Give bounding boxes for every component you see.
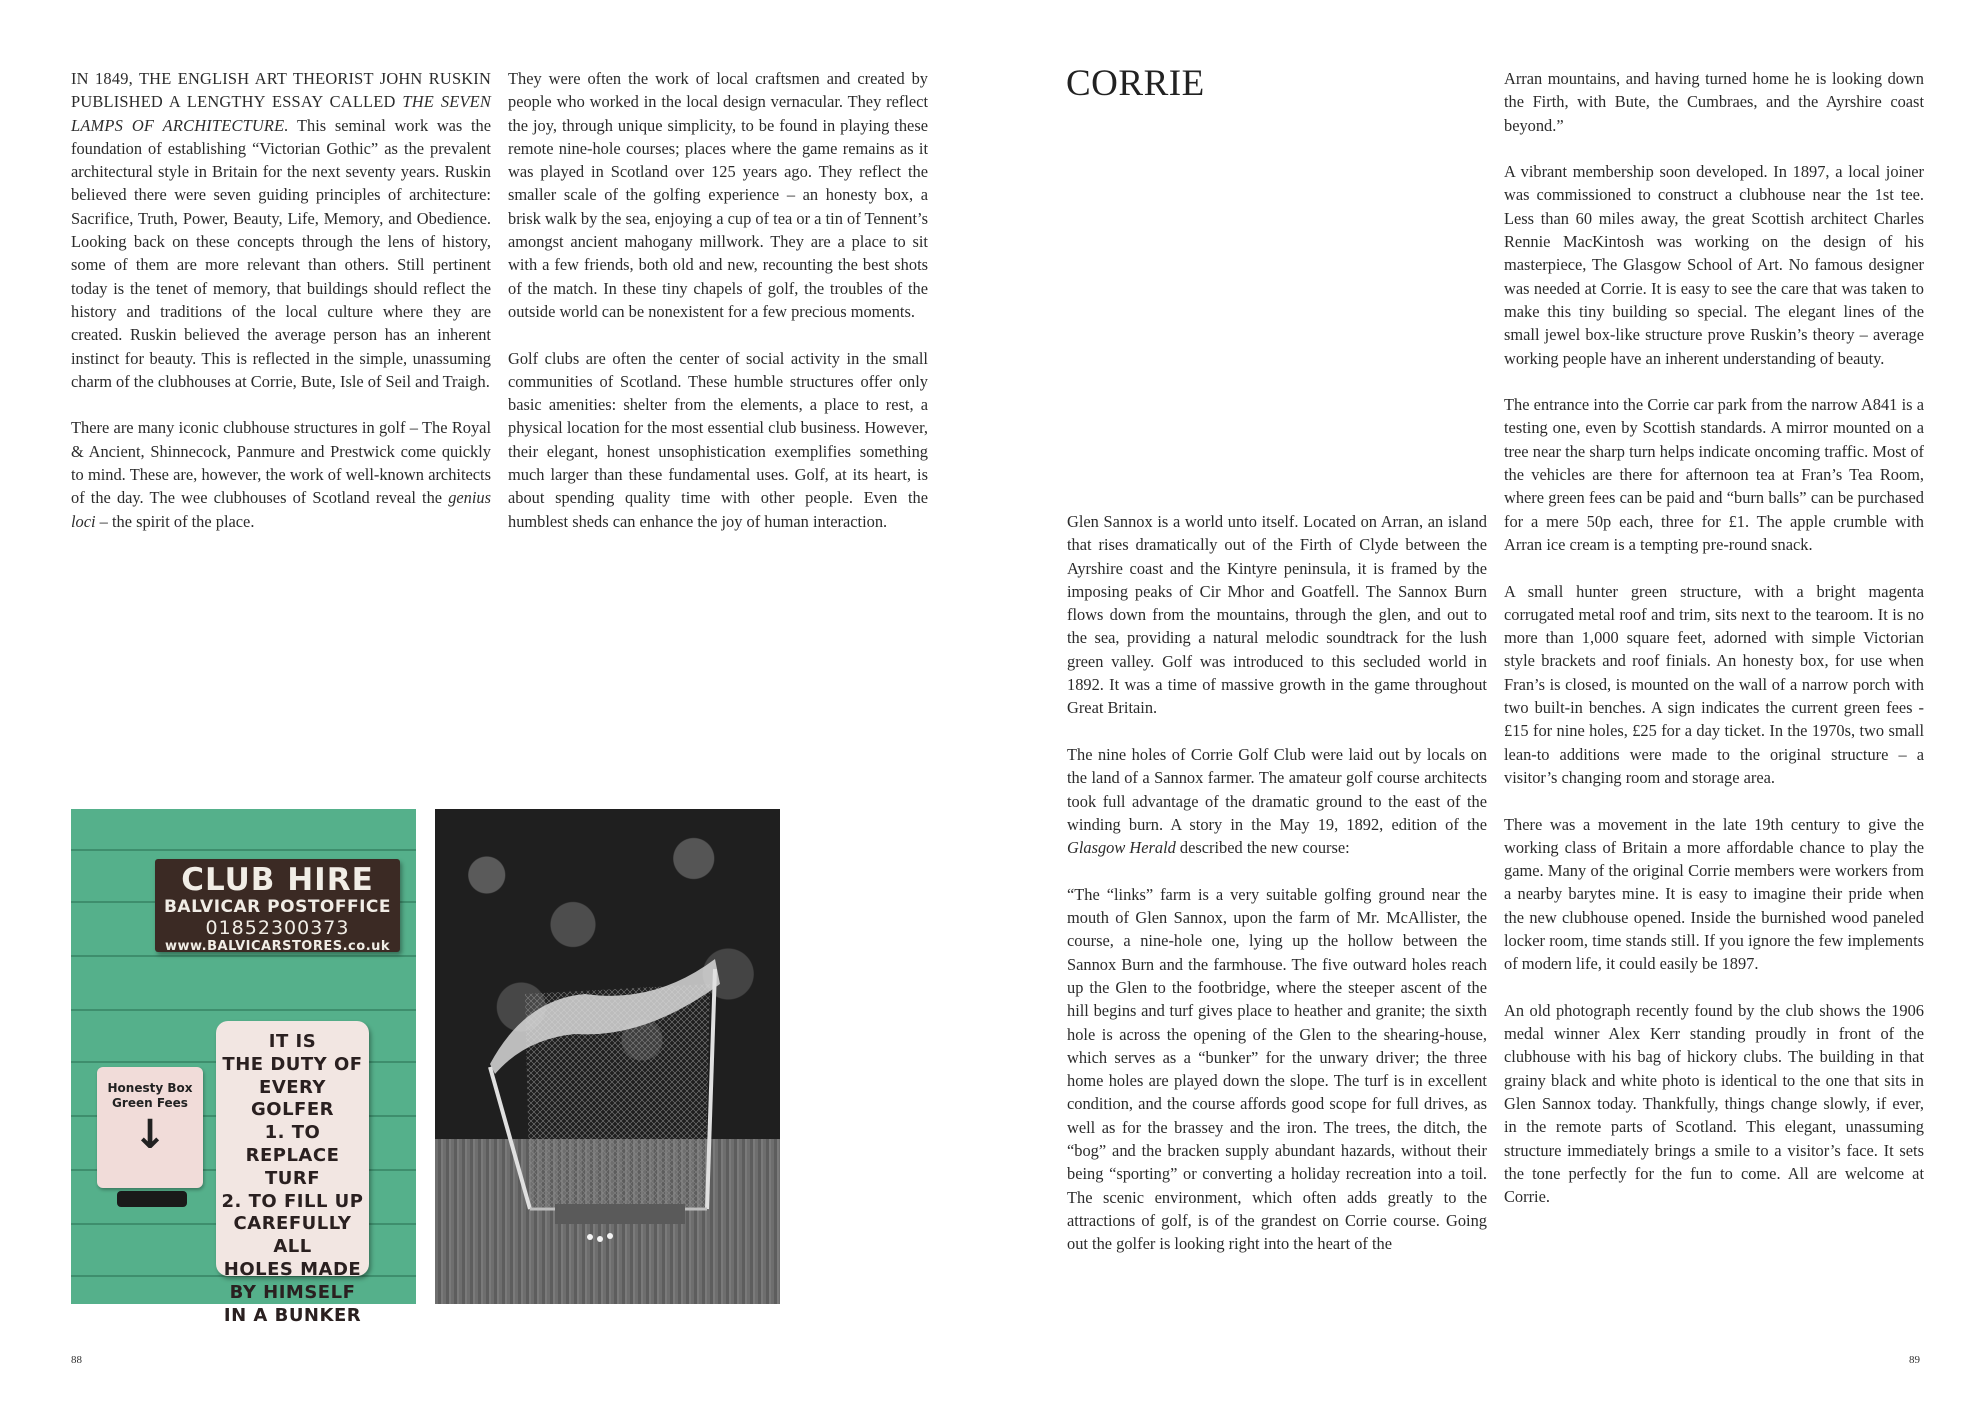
duty-line: BY HIMSELF (229, 1281, 356, 1303)
links-quote-paragraph: “The “links” farm is a very suitable golfing ground near the mouth of Glen Sannox, upon the farm of Mr. McAllister, the course, a nine-hole one, lying up the hollow between the Sannox Burn and the farmhouse. The five outward holes reach up the Glen to the footbridge, where the steeper ascent of the hill begins and turf gives place to heather and granite; the sixth hole is across the opening of the Glen to the shearing-house, which serves as a “bunker” for the unwary driver; the three home holes are played down the slope. The turf is in excellent condition, and the course affords good scope for full drives, as well as for the brassey and the iron. The trees, the ditch, the “bog” and the bracken supply abundant hazards, without their being “sporting” or converting a holiday recreation into a toil. The scenic environment, which often adds greatly to the attractions of golf, is of the grandest on Corrie course. Going out the golfer is looking right into the heart of the (1067, 884, 1487, 1254)
duty-line: CAREFULLY ALL (233, 1213, 352, 1258)
working-class-paragraph: There was a movement in the late 19th century to give the working class of Britain a more affordable chance to play the game. Many of the original Corrie members were workers from a nearby barytes mine. It is easy to imagine their pride when the new clubhouse opened. Inside the burnished wood paneled locker room, time stands still. If you ignore the few implements of modern life, it could easily be 1897. (1504, 814, 1924, 974)
nine-holes-paragraph (1067, 743, 1487, 859)
duty-line: 2. TO FILL UP (221, 1190, 364, 1212)
right-column-1 (1067, 510, 1487, 1256)
duty-line: TURF (264, 1167, 321, 1189)
post-office-line: BALVICAR POSTOFFICE (163, 897, 392, 917)
website-line: www.BALVICARSTORES.co.uk (164, 939, 391, 954)
genius-loci-italic: genius loci (71, 488, 491, 531)
right-column-2 (1504, 67, 1924, 1209)
honesty-box-sign (97, 1067, 203, 1188)
intro-paragraph (71, 67, 491, 393)
phone-number-line: 01852300373 (205, 917, 350, 939)
club-hire-sign-photo (71, 809, 416, 1326)
iconic-text-start: There are many iconic clubhouse structures in golf – The Royal & Ancient, Shinnecock, Panmure and Prestwick come quickly to mind. These are, however, the work of well-known architects of the day. The wee clubhouses of Scotland reveal the (71, 418, 491, 508)
page-number-right: 89 (1909, 1354, 1920, 1366)
nine-holes-text-start: The nine holes of Corrie Golf Club were laid out by locals on the land of a Sannox farmer. The amateur golf course architects took full advantage of the dramatic ground to the east of the winding burn. A story in the May 19, 1892, edition of the (1067, 744, 1487, 834)
essay-title: THE SEVEN LAMPS OF ARCHITECTURE. (71, 92, 491, 135)
chapter-title: CORRIE (1066, 63, 1205, 104)
practice-net-illustration (435, 809, 780, 1304)
club-hire-heading: CLUB HIRE (181, 862, 374, 898)
honesty-box-line: Honesty Box (107, 1081, 193, 1095)
old-photograph-paragraph: An old photograph recently found by the club shows the 1906 medal winner Alex Kerr standing proudly in front of the clubhouse with his bag of hickory clubs. The building in that grainy black and white photo is identical to the one that sits in Glen Sannox today. Thankfully, things change slowly, if ever, in the remote parts of Scotland. This elegant, unassuming structure immediately brings a smile to a visitor’s face. It sets the tone perfectly for the fun to come. All are welcome at Corrie. (1504, 1000, 1924, 1207)
duty-line: IN A BUNKER (223, 1304, 362, 1326)
lead-caps-text: IN 1849, THE ENGLISH ART THEORIST JOHN RUSKIN PUBLISHED A LENGTHY ESSAY CALLED (71, 69, 491, 112)
down-arrow-icon: ↓ (133, 1112, 167, 1158)
social-paragraph: Golf clubs are often the center of social activity in the small communities of Scotland. These humble structures offer only basic amenities: shelter from the elements, a place to rest, a physical location for the most essential club business. However, their elegant, honest unsophistication exemplifies something much larger than these fundamental uses. Golf, at its heart, is about spending quality time with other people. Even the humblest sheds can enhance the joy of human interaction. (508, 348, 928, 531)
left-column-1 (71, 67, 491, 533)
left-column-2 (508, 67, 928, 533)
craftsmen-paragraph: They were often the work of local craftsmen and created by people who worked in the local design vernacular. They reflect the joy, through unique simplicity, to be found in playing these remote nine-hole courses; places where the game remains as it was played in Scotland over 125 years ago. They reflect the smaller scale of the golfing experience – an honesty box, a brisk walk by the sea, enjoying a cup of tea or a tin of Tennent’s amongst ancient mahogany millwork. They are a place to sit with a few friends, both old and new, recounting the best shots of the match. In these tiny chapels of golf, the troubles of the outside world can be nonexistent for a few precious moments. (508, 69, 928, 321)
intro-rest: This seminal work was the foundation of establishing “Victorian Gothic” as the prevalent architectural style in Britain for the next seventy years. Ruskin believed there were seven guiding principles of architecture: Sacrifice, Truth, Power, Beauty, Life, Memory, and Obedience. Looking back on these concepts through the lens of history, some of them are more relevant than others. Still pertinent today is the tenet of memory, that buildings should reflect the history and traditions of the local culture where they are created. Ruskin believed the average person has an inherent instinct for beauty. This is reflected in the simple, unassuming charm of the clubhouses at Corrie, Bute, Isle of Seil and Traigh. (71, 115, 491, 391)
duty-line: 1. TO REPLACE (245, 1122, 340, 1166)
club-hire-sign (155, 859, 400, 952)
glasgow-herald-italic: Glasgow Herald (1067, 838, 1176, 858)
nine-holes-text-end: described the new course: (1175, 838, 1350, 858)
duty-line: THE DUTY OF (222, 1053, 363, 1075)
iconic-paragraph (71, 416, 491, 532)
practice-net-photo (435, 809, 780, 1304)
page-number-left: 88 (71, 1354, 82, 1366)
quote-continuation-paragraph: Arran mountains, and having turned home he is looking down the Firth, with Bute, the Cumbraes, and the Ayrshire coast beyond.” (1504, 69, 1924, 135)
duty-line: HOLES MADE (223, 1258, 362, 1280)
glen-sannox-paragraph: Glen Sannox is a world unto itself. Located on Arran, an island that rises dramatically out of the Firth of Clyde between the Ayrshire coast and the Kintyre peninsula, it is framed by the imposing peaks of Cir Mhor and Goatfell. The Sannox Burn flows down from the mountains, through the glen, and out to the sea, providing a natural melodic soundtrack for the lush green valley. Golf was introduced to this secluded world in 1892. It was a time of massive growth in the game throughout Great Britain. (1067, 512, 1487, 718)
iconic-text-end: – the spirit of the place. (95, 511, 255, 531)
golfer-duty-sign (216, 1021, 369, 1326)
duty-line: IT IS (268, 1031, 317, 1052)
duty-line: EVERY GOLFER (251, 1076, 334, 1121)
green-fees-line: Green Fees (112, 1096, 188, 1110)
membership-paragraph: A vibrant membership soon developed. In 1897, a local joiner was commissioned to construct a clubhouse near the 1st tee. Less than 60 miles away, the great Scottish architect Charles Rennie MacKintosh was working on the design of his masterpiece, The Glasgow School of Art. No famous designer was needed at Corrie. It is easy to see the care that was taken to make this tiny building so special. The elegant lines of the small jewel box-like structure prove Ruskin’s theory – average working people have an inherent understanding of beauty. (1504, 162, 1924, 368)
green-structure-paragraph: A small hunter green structure, with a bright magenta corrugated metal roof and trim, sits next to the tearoom. It is no more than 1,000 square feet, adorned with simple Victorian style brackets and roof finials. An honesty box, for use when Fran’s is closed, is mounted on the wall of a narrow porch with two built-in benches. A sign indicates the current green fees - £15 for nine holes, £25 for a day ticket. In the 1970s, two small lean-to additions were made to the original structure – a visitor’s changing room and storage area. (1504, 581, 1924, 787)
honesty-box-slot (117, 1191, 187, 1207)
car-park-paragraph: The entrance into the Corrie car park from the narrow A841 is a testing one, even by Scottish standards. A mirror mounted on a tree near the sharp turn helps indicate oncoming traffic. Most of the vehicles are there for afternoon tea at Fran’s Tea Room, where green fees can be paid and “burn balls” can be purchased for a mere 50p each, three for £1. The apple crumble with Arran ice cream is a tempting pre-round snack. (1504, 395, 1924, 554)
